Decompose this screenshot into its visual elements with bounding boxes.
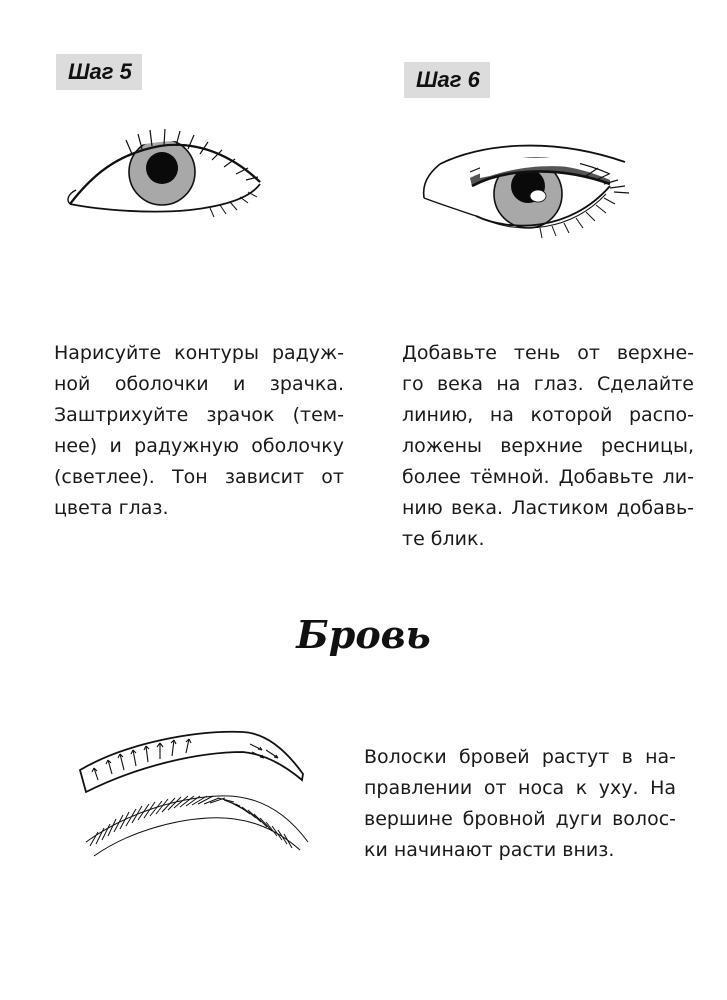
eyebrow-line: Волоски бровей растут в на-	[364, 746, 676, 768]
eye-step-6-illustration	[410, 128, 660, 258]
step-6-badge: Шаг 6	[404, 62, 490, 98]
step-6-text	[402, 338, 694, 555]
eyebrow-text	[364, 742, 676, 866]
step-6-line: те блик.	[402, 528, 485, 550]
step-6-line: более тёмной. Добавьте ли-	[402, 466, 694, 488]
section-title-eyebrow: Бровь	[296, 612, 431, 657]
step-6-line: ложены верхние ресницы,	[402, 435, 694, 457]
eyebrow-line: вершине бровной дуги волос-	[364, 808, 676, 830]
step-5-line: нее) и радужную оболочку	[54, 435, 344, 457]
eye-step-5-illustration	[60, 118, 290, 228]
step-5-line: Заштрихуйте зрачок (тем-	[54, 404, 344, 426]
eyebrow-line: ки начинают расти вниз.	[364, 839, 615, 861]
step-6-line: го века на глаз. Сделайте	[402, 373, 694, 395]
step-5-line: ной оболочки и зрачка.	[54, 373, 344, 395]
step-6-line: линию, на которой распо-	[402, 404, 694, 426]
step-5-badge: Шаг 5	[56, 54, 142, 90]
step-5-line: (светлее). Тон зависит от	[54, 466, 344, 488]
step-6-line: Добавьте тень от верхне-	[402, 342, 694, 364]
step-5-line: цвета глаз.	[54, 497, 169, 519]
step-6-line: нию века. Ластиком добавь-	[402, 497, 694, 519]
step-5-text	[54, 338, 344, 524]
eyebrow-line: правлении от носа к уху. На	[364, 777, 676, 799]
eyebrow-illustration	[68, 722, 328, 872]
step-5-line: Нарисуйте контуры радуж-	[54, 342, 344, 364]
